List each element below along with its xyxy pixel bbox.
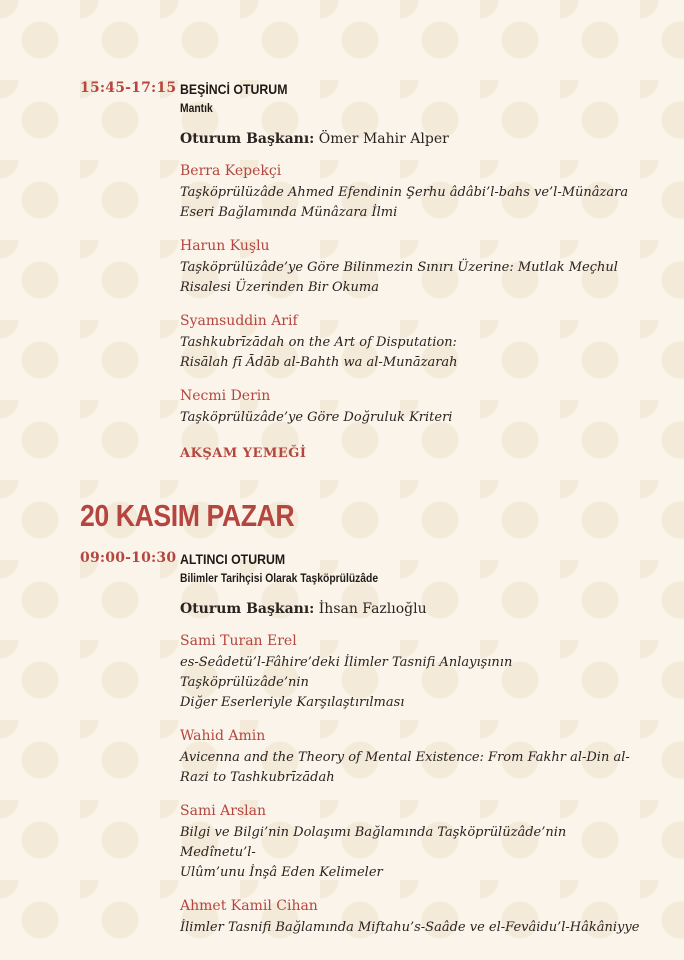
dinner-break: AKŞAM YEMEĞİ xyxy=(180,446,307,461)
session-content xyxy=(180,550,640,938)
chair-name: İhsan Fazlıoğlu xyxy=(318,601,427,617)
talk-item xyxy=(180,802,640,883)
speaker-name: Sami Arslan xyxy=(180,803,266,819)
session-title: BEŞİNCİ OTURUM xyxy=(180,81,288,97)
speaker-name: Wahid Amin xyxy=(180,728,266,744)
paper-title-line: Bilgi ve Bilgi’nin Dolaşımı Bağlamında Taşköprülüzâde’nin Medînetu’l- xyxy=(180,825,567,860)
paper-title-line: Ulûm’unu İnşâ Eden Kelimeler xyxy=(180,865,383,880)
session-chair xyxy=(180,600,640,618)
paper-title xyxy=(180,653,640,713)
paper-title-line: es-Seâdetü’l-Fâhire’deki İlimler Tasnifi Anlayışının Taşköprülüzâde’nin xyxy=(180,655,513,690)
session-content xyxy=(180,80,640,461)
paper-title xyxy=(180,918,640,938)
session-subtitle: Mantık xyxy=(180,101,213,115)
paper-title xyxy=(180,258,640,298)
speaker-name: Necmi Derin xyxy=(180,388,271,404)
speaker-name: Sami Turan Erel xyxy=(180,633,297,649)
paper-title xyxy=(180,333,640,373)
chair-label: Oturum Başkanı: xyxy=(180,131,315,147)
chair-name: Ömer Mahir Alper xyxy=(318,131,449,147)
paper-title xyxy=(180,183,640,223)
session-time: 09:00-10:30 xyxy=(80,550,177,566)
speaker-name: Syamsuddin Arif xyxy=(180,313,298,329)
paper-title-line: Taşköprülüzâde’ye Göre Doğruluk Kriteri xyxy=(180,410,453,425)
paper-title xyxy=(180,823,640,883)
paper-title-line: Diğer Eserleriyle Karşılaştırılması xyxy=(180,695,405,710)
paper-title-line: Avicenna and the Theory of Mental Existence: From Fakhr al-Din al- xyxy=(180,750,630,765)
paper-title xyxy=(180,408,640,428)
paper-title-line: İlimler Tasnifi Bağlamında Miftahu’s-Saâde ve el-Fevâidu’l-Hâkâniyye xyxy=(180,920,640,935)
paper-title-line: Tashkubrīzādah on the Art of Disputation: xyxy=(180,335,457,350)
speaker-name: Harun Kuşlu xyxy=(180,238,270,254)
paper-title-line: Taşköprülüzâde Ahmed Efendinin Şerhu âdâbi’l-bahs ve’l-Münâzara xyxy=(180,185,629,200)
speaker-name: Berra Kepekçi xyxy=(180,163,282,179)
talk-item xyxy=(180,312,640,373)
paper-title xyxy=(180,748,640,788)
session-time: 15:45-17:15 xyxy=(80,80,177,96)
paper-title-line: Risālah fī Ādāb al-Bahth wa al-Munāzarah xyxy=(180,355,458,370)
session-title: ALTINCI OTURUM xyxy=(180,551,286,567)
talk-item xyxy=(180,727,640,788)
talk-item xyxy=(180,387,640,428)
talk-item xyxy=(180,237,640,298)
chair-label: Oturum Başkanı: xyxy=(180,601,315,617)
talk-item xyxy=(180,897,640,938)
paper-title-line: Risalesi Üzerinden Bir Okuma xyxy=(180,280,379,295)
speaker-name: Ahmet Kamil Cihan xyxy=(180,898,318,914)
session-chair xyxy=(180,130,640,148)
session-subtitle: Bilimler Tarihçisi Olarak Taşköprülüzâde xyxy=(180,571,379,585)
paper-title-line: Eseri Bağlamında Münâzara İlmi xyxy=(180,205,398,220)
talk-item xyxy=(180,162,640,223)
paper-title-line: Razi to Tashkubrīzādah xyxy=(180,770,335,785)
talk-item xyxy=(180,632,640,713)
paper-title-line: Taşköprülüzâde’ye Göre Bilinmezin Sınırı Üzerine: Mutlak Meçhul xyxy=(180,260,618,275)
day-heading: 20 KASIM PAZAR xyxy=(80,498,295,533)
